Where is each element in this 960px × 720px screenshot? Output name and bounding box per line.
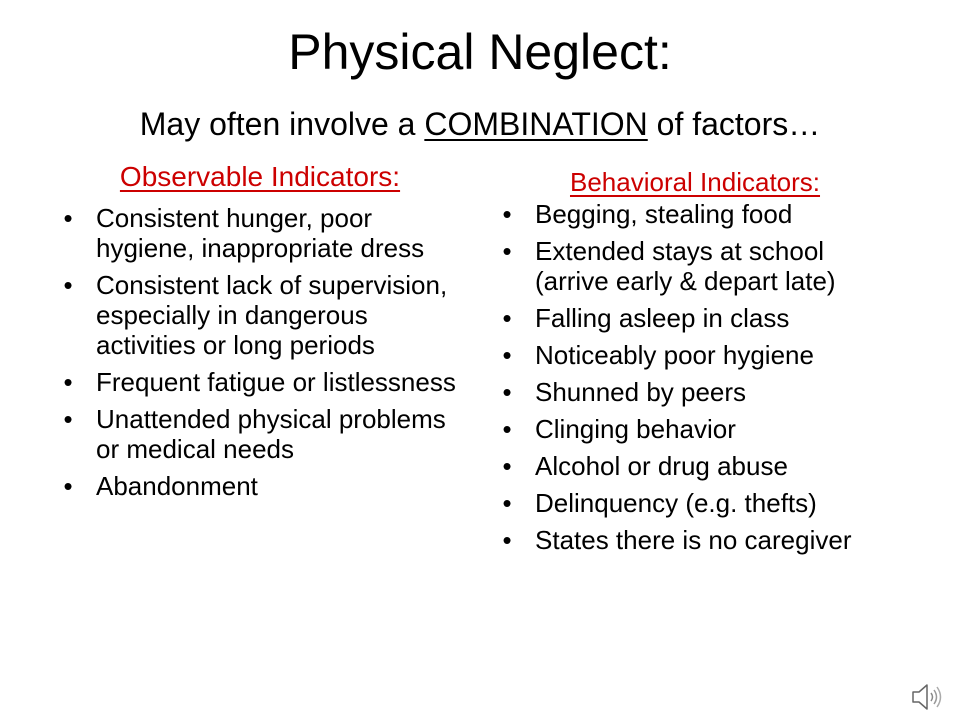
bullet-icon: • bbox=[502, 340, 512, 370]
list-item bbox=[497, 414, 897, 444]
behavioral-indicators-list bbox=[497, 199, 897, 562]
list-item bbox=[58, 404, 458, 464]
list-item bbox=[58, 471, 458, 501]
bullet-icon: • bbox=[502, 199, 512, 229]
bullet-icon: • bbox=[63, 404, 73, 434]
observable-indicators-list bbox=[58, 203, 458, 508]
list-item bbox=[58, 270, 458, 360]
observable-indicators-heading: Observable Indicators: bbox=[119, 161, 401, 192]
list-item-text: Shunned by peers bbox=[535, 377, 747, 407]
slide-subtitle bbox=[0, 104, 960, 144]
list-item bbox=[497, 236, 897, 296]
list-item bbox=[497, 488, 897, 518]
bullet-icon: • bbox=[502, 525, 512, 555]
speaker-body bbox=[913, 685, 927, 709]
list-item bbox=[497, 199, 897, 229]
bullet-icon: • bbox=[502, 414, 512, 444]
list-item-text: Frequent fatigue or listlessness bbox=[96, 367, 456, 397]
bullet-icon: • bbox=[63, 471, 73, 501]
subtitle-trail-text: of factors… bbox=[647, 106, 821, 142]
bullet-icon: • bbox=[63, 270, 73, 300]
list-item-text: States there is no caregiver bbox=[535, 525, 852, 555]
list-item-text: Delinquency (e.g. thefts) bbox=[535, 488, 817, 518]
bullet-icon: • bbox=[502, 377, 512, 407]
speaker-icon[interactable] bbox=[910, 680, 944, 714]
list-item-text: Clinging behavior bbox=[535, 414, 736, 444]
bullet-icon: • bbox=[63, 367, 73, 397]
list-item-text: Consistent hunger, poor hygiene, inappropriate dress bbox=[96, 203, 425, 263]
bullet-icon: • bbox=[502, 488, 512, 518]
speaker-wave-outer bbox=[937, 687, 941, 707]
list-item bbox=[497, 525, 897, 555]
list-item-text: Consistent lack of supervision, especially in dangerous activities or long periods bbox=[96, 270, 448, 360]
slide-title: Physical Neglect: bbox=[288, 24, 672, 80]
list-item bbox=[497, 340, 897, 370]
list-item bbox=[497, 377, 897, 407]
list-item-text: Falling asleep in class bbox=[535, 303, 790, 333]
list-item-text: Noticeably poor hygiene bbox=[535, 340, 814, 370]
bullet-icon: • bbox=[502, 303, 512, 333]
subtitle-lead-text: May often involve a bbox=[139, 106, 425, 142]
bullet-icon: • bbox=[502, 451, 512, 481]
subtitle-emphasis: COMBINATION bbox=[424, 106, 648, 142]
list-item bbox=[497, 451, 897, 481]
behavioral-indicators-heading: Behavioral Indicators: bbox=[569, 167, 821, 197]
list-item-text: Extended stays at school (arrive early & depart late) bbox=[535, 236, 836, 296]
list-item bbox=[497, 303, 897, 333]
list-item-text: Unattended physical problems or medical needs bbox=[96, 404, 446, 464]
bullet-icon: • bbox=[502, 236, 512, 266]
list-item-text: Begging, stealing food bbox=[535, 199, 793, 229]
list-item bbox=[58, 203, 458, 263]
speaker-wave-middle bbox=[934, 690, 937, 704]
list-item-text: Alcohol or drug abuse bbox=[535, 451, 788, 481]
speaker-wave-inner bbox=[931, 693, 933, 701]
bullet-icon: • bbox=[63, 203, 73, 233]
list-item-text: Abandonment bbox=[96, 471, 258, 501]
list-item bbox=[58, 367, 458, 397]
